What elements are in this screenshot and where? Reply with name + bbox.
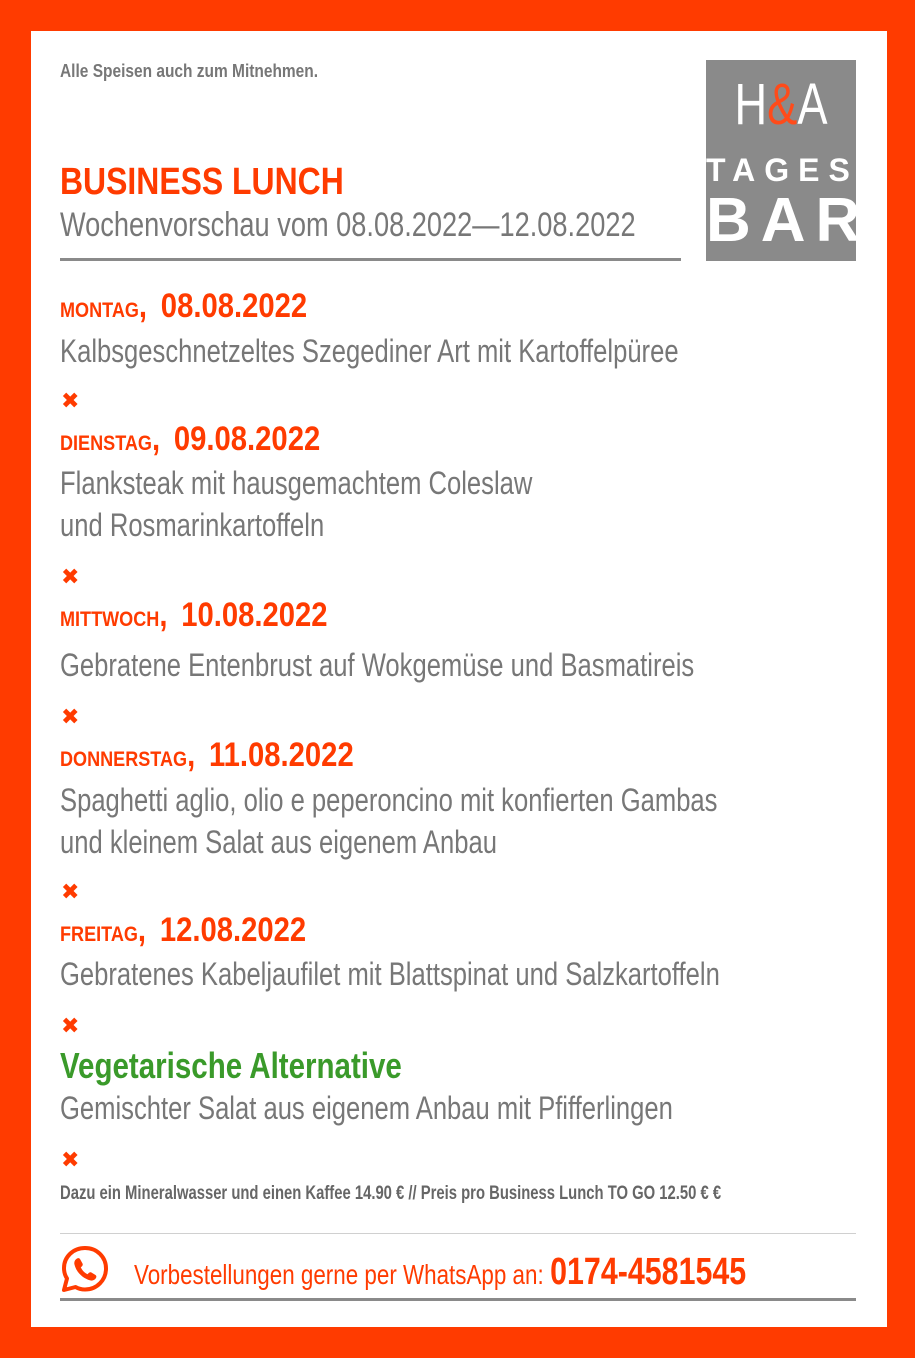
day-name: DONNERSTAG bbox=[60, 748, 188, 771]
page-title: BUSINESS LUNCH bbox=[60, 161, 344, 203]
dish-line: Spaghetti aglio, olio e peperoncino mit konfierten Gambas bbox=[60, 782, 718, 818]
week-subtitle: Wochenvorschau vom 08.08.2022—12.08.2022 bbox=[60, 206, 636, 244]
separator-icon: ✖ bbox=[61, 879, 80, 904]
day-date: 08.08.2022 bbox=[160, 287, 308, 325]
day-separator: , bbox=[137, 911, 147, 949]
day-separator: , bbox=[151, 420, 161, 458]
day-name: MITTWOCH bbox=[60, 608, 160, 631]
logo-a: A bbox=[797, 72, 828, 137]
bottom-divider bbox=[60, 1298, 856, 1301]
day-date: 12.08.2022 bbox=[159, 911, 307, 949]
dish-line: Flanksteak mit hausgemachtem Coleslaw bbox=[60, 465, 533, 501]
logo-bar: BAR bbox=[706, 186, 871, 255]
day-heading-friday bbox=[60, 911, 306, 950]
dish-friday bbox=[60, 953, 720, 995]
header-divider bbox=[60, 258, 681, 261]
whatsapp-icon[interactable] bbox=[60, 1244, 110, 1294]
dish-monday bbox=[60, 330, 679, 372]
separator-icon: ✖ bbox=[61, 564, 80, 589]
dish-wednesday bbox=[60, 644, 694, 686]
separator-icon: ✖ bbox=[61, 1147, 80, 1172]
separator-icon: ✖ bbox=[61, 388, 80, 413]
dish-line: Gebratenes Kabeljaufilet mit Blattspinat und Salzkartoffeln bbox=[60, 956, 720, 992]
logo bbox=[706, 60, 871, 261]
takeaway-note: Alle Speisen auch zum Mitnehmen. bbox=[60, 61, 319, 81]
day-separator: , bbox=[138, 287, 148, 325]
logo-h: H bbox=[734, 72, 768, 137]
day-date: 10.08.2022 bbox=[181, 596, 328, 634]
order-line bbox=[134, 1251, 746, 1294]
dish-line: und Rosmarinkartoffeln bbox=[60, 507, 325, 543]
logo-ha bbox=[723, 72, 840, 137]
dish-line: und kleinem Salat aus eigenem Anbau bbox=[60, 824, 497, 860]
day-separator: , bbox=[159, 596, 168, 634]
day-name: MONTAG bbox=[60, 299, 139, 322]
dish-vegetarian bbox=[60, 1087, 673, 1129]
dish-tuesday bbox=[60, 462, 532, 546]
separator-icon: ✖ bbox=[61, 1013, 80, 1038]
dish-line: Kalbsgeschnetzeltes Szegediner Art mit Kartoffelpüree bbox=[60, 333, 679, 369]
logo-ampersand: & bbox=[767, 72, 798, 137]
menu-card bbox=[31, 31, 887, 1327]
logo-tages: TAGES bbox=[706, 152, 859, 188]
vegetarian-title: Vegetarische Alternative bbox=[60, 1045, 402, 1086]
dish-line: Gemischter Salat aus eigenem Anbau mit Pfifferlingen bbox=[60, 1090, 673, 1126]
day-separator: , bbox=[187, 736, 196, 774]
footer-divider bbox=[60, 1233, 856, 1234]
day-date: 11.08.2022 bbox=[208, 736, 354, 774]
day-name: FREITAG bbox=[60, 923, 138, 946]
day-date: 09.08.2022 bbox=[173, 420, 321, 458]
day-heading-tuesday bbox=[60, 420, 320, 459]
dish-thursday bbox=[60, 779, 717, 863]
order-text: Vorbestellungen gerne per WhatsApp an: bbox=[134, 1259, 544, 1290]
day-heading-wednesday bbox=[60, 596, 328, 635]
day-heading-monday bbox=[60, 287, 307, 326]
separator-icon: ✖ bbox=[61, 704, 80, 729]
day-heading-thursday bbox=[60, 736, 354, 775]
day-name: DIENSTAG bbox=[60, 432, 152, 455]
dish-line: Gebratene Entenbrust auf Wokgemüse und Basmatireis bbox=[60, 647, 695, 683]
price-note: Dazu ein Mineralwasser und einen Kaffee 14.90 € // Preis pro Business Lunch TO GO 12.50 € € bbox=[60, 1183, 722, 1204]
order-phone[interactable]: 0174-4581545 bbox=[550, 1251, 747, 1293]
